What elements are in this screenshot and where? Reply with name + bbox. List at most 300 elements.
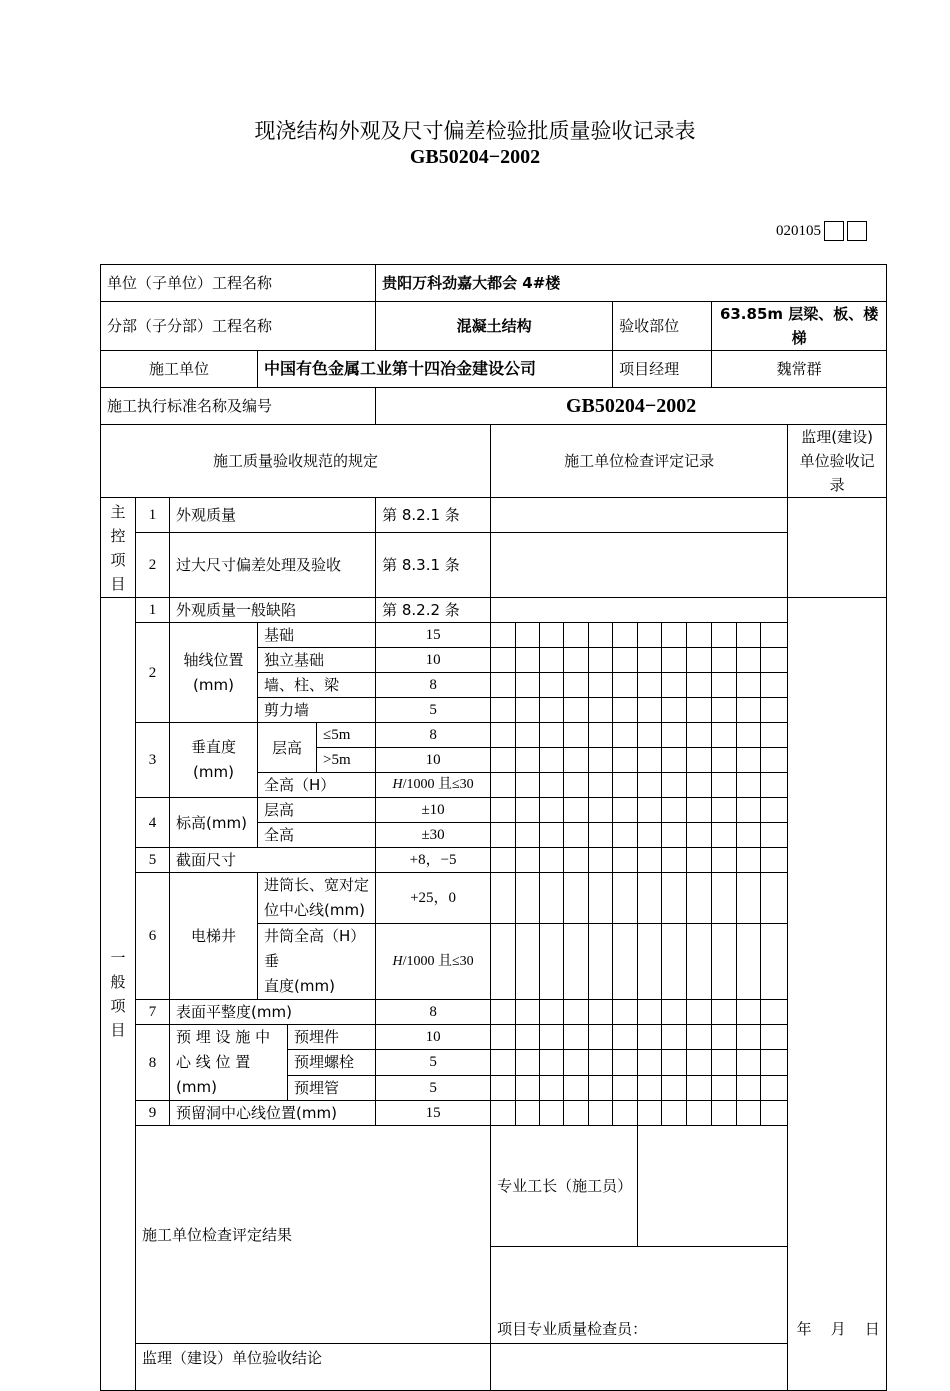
check-cell[interactable] [516, 848, 540, 873]
check-cell[interactable] [540, 723, 564, 748]
check-cell[interactable] [613, 773, 638, 798]
main-item-name: 外观质量 [170, 498, 376, 533]
embedded-name-line: 预 埋 设 施 中 [176, 1028, 271, 1046]
check-cell[interactable] [516, 723, 540, 748]
general-item-no: 2 [136, 623, 170, 723]
general-item-no: 7 [136, 1000, 170, 1025]
tolerance-value: 10 [376, 648, 491, 673]
main-item-check[interactable] [491, 498, 788, 533]
check-cell[interactable] [540, 1000, 564, 1025]
check-cell[interactable] [737, 798, 761, 823]
tolerance-value: 10 [376, 748, 491, 773]
check-cell[interactable] [613, 798, 638, 823]
check-cell[interactable] [540, 748, 564, 773]
check-cell[interactable] [687, 1101, 712, 1126]
tolerance-value: +25，0 [376, 873, 491, 924]
check-cell[interactable] [712, 823, 737, 848]
check-cell[interactable] [613, 1075, 638, 1100]
check-cell[interactable] [491, 673, 516, 698]
shaft-sub-line: 井筒全高（H）垂 [264, 927, 366, 970]
check-cell[interactable] [737, 848, 761, 873]
axis-name-line: 轴线位置 [183, 650, 244, 669]
check-cell[interactable] [687, 723, 712, 748]
check-cell[interactable] [564, 873, 589, 924]
check-cell[interactable] [662, 648, 687, 673]
standard-value: GB50204−2002 [376, 388, 887, 425]
sub-item-name: 层高 [258, 798, 376, 823]
tolerance-value: ±10 [376, 798, 491, 823]
check-cell[interactable] [712, 623, 737, 648]
check-cell[interactable] [540, 798, 564, 823]
check-cell[interactable] [491, 773, 516, 798]
sub-item-name: 基础 [258, 623, 376, 648]
date-label: 年 月 日 [796, 1320, 880, 1338]
check-cell[interactable] [761, 698, 788, 723]
verticality-name-unit: (mm) [193, 763, 234, 781]
check-cell[interactable] [589, 748, 613, 773]
main-label-char: 目 [110, 574, 126, 593]
check-cell[interactable] [638, 698, 662, 723]
general-label-char: 一 [110, 949, 126, 967]
general-item-no: 4 [136, 798, 170, 848]
main-items-label [101, 498, 136, 598]
builder-result-area[interactable] [491, 1247, 887, 1344]
check-cell[interactable] [662, 1050, 687, 1075]
check-cell[interactable] [540, 848, 564, 873]
check-cell[interactable] [687, 623, 712, 648]
shaft-sub-item [258, 924, 376, 1000]
check-cell[interactable] [564, 1025, 589, 1050]
check-cell[interactable] [737, 924, 761, 1000]
check-cell[interactable] [540, 873, 564, 924]
check-cell[interactable] [761, 1025, 788, 1050]
h-symbol: H [392, 953, 403, 969]
standard-code: GB50204−2002 [409, 146, 541, 168]
check-cell[interactable] [491, 1000, 516, 1025]
axis-name-unit: (mm) [193, 675, 234, 694]
main-item-ref: 第 8.2.1 条 [376, 498, 491, 533]
shaft-sub-line: 进筒长、宽对定 [264, 876, 370, 894]
check-cell[interactable] [589, 848, 613, 873]
check-cell[interactable] [491, 848, 516, 873]
check-cell[interactable] [638, 873, 662, 924]
sub-item-name: ≤5m [317, 723, 376, 748]
check-cell[interactable] [687, 823, 712, 848]
check-cell[interactable] [662, 748, 687, 773]
check-cell[interactable] [613, 748, 638, 773]
shaft-sub-item [258, 873, 376, 924]
check-cell[interactable] [613, 1101, 638, 1126]
supervise-column-header: 监理(建设)单位验收记录 [788, 425, 887, 498]
check-cell[interactable] [662, 623, 687, 648]
check-cell[interactable] [687, 1050, 712, 1075]
check-cell[interactable] [638, 798, 662, 823]
builder-label: 施工单位 [101, 351, 258, 388]
check-cell[interactable] [589, 1075, 613, 1100]
supervise-conclusion-area[interactable] [491, 1344, 887, 1391]
general-label-char: 般 [110, 973, 126, 991]
check-cell[interactable] [737, 723, 761, 748]
tolerance-value: 5 [376, 698, 491, 723]
check-cell[interactable] [564, 924, 589, 1000]
check-cell[interactable] [638, 1050, 662, 1075]
main-label-char: 主 [110, 502, 126, 521]
check-cell[interactable] [712, 1050, 737, 1075]
check-cell[interactable] [613, 673, 638, 698]
check-cell[interactable] [540, 823, 564, 848]
check-cell[interactable] [638, 1000, 662, 1025]
check-cell[interactable] [761, 623, 788, 648]
check-cell[interactable] [761, 648, 788, 673]
general-item-check[interactable] [491, 598, 788, 623]
check-cell[interactable] [737, 773, 761, 798]
check-cell[interactable] [662, 1000, 687, 1025]
elevator-shaft-name: 电梯井 [170, 873, 258, 1000]
check-cell[interactable] [737, 1000, 761, 1025]
check-cell[interactable] [540, 673, 564, 698]
check-cell[interactable] [737, 873, 761, 924]
check-cell[interactable] [491, 823, 516, 848]
check-cell[interactable] [516, 1075, 540, 1100]
check-cell[interactable] [737, 1075, 761, 1100]
form-number-box-1[interactable] [824, 221, 844, 241]
sub-item-name: 全高（H） [258, 773, 376, 798]
tolerance-formula: /1000 且≤30 [402, 953, 474, 969]
check-cell[interactable] [761, 748, 788, 773]
check-cell[interactable] [737, 673, 761, 698]
check-cell[interactable] [564, 773, 589, 798]
check-cell[interactable] [662, 1075, 687, 1100]
check-cell[interactable] [737, 623, 761, 648]
tolerance-value: 15 [376, 1101, 491, 1126]
check-cell[interactable] [712, 924, 737, 1000]
sub-item-name: 全高 [258, 823, 376, 848]
check-cell[interactable] [662, 698, 687, 723]
check-cell[interactable] [540, 1075, 564, 1100]
main-supervise-cell[interactable] [788, 498, 887, 598]
check-cell[interactable] [564, 1075, 589, 1100]
check-cell[interactable] [516, 648, 540, 673]
check-cell[interactable] [540, 648, 564, 673]
check-cell[interactable] [516, 1000, 540, 1025]
general-label-char: 项 [110, 997, 126, 1015]
check-cell[interactable] [540, 1050, 564, 1075]
check-cell[interactable] [761, 924, 788, 1000]
check-cell[interactable] [564, 698, 589, 723]
check-cell[interactable] [761, 823, 788, 848]
check-cell[interactable] [638, 648, 662, 673]
check-cell[interactable] [564, 1101, 589, 1126]
check-cell[interactable] [516, 1025, 540, 1050]
check-cell[interactable] [662, 823, 687, 848]
check-cell[interactable] [737, 1101, 761, 1126]
general-item-no: 6 [136, 873, 170, 1000]
check-cell[interactable] [516, 748, 540, 773]
tolerance-value: 8 [376, 1000, 491, 1025]
check-cell[interactable] [540, 698, 564, 723]
check-cell[interactable] [712, 1025, 737, 1050]
check-cell[interactable] [540, 623, 564, 648]
check-cell[interactable] [638, 924, 662, 1000]
foreman-value[interactable] [638, 1126, 788, 1247]
check-cell[interactable] [491, 648, 516, 673]
general-item-ref: 第 8.2.2 条 [376, 598, 491, 623]
check-cell[interactable] [737, 1025, 761, 1050]
check-cell[interactable] [638, 773, 662, 798]
subproject-value: 混凝土结构 [376, 302, 613, 351]
inspector-label: 项目专业质量检查员： [497, 1320, 648, 1338]
check-cell[interactable] [516, 673, 540, 698]
unit-name-label: 单位（子单位）工程名称 [101, 265, 376, 302]
form-number-text: 020105 [776, 222, 821, 239]
check-cell[interactable] [540, 773, 564, 798]
check-cell[interactable] [687, 873, 712, 924]
check-cell[interactable] [589, 698, 613, 723]
check-cell[interactable] [564, 1000, 589, 1025]
check-cell[interactable] [516, 773, 540, 798]
general-item-no: 8 [136, 1025, 170, 1101]
check-cell[interactable] [613, 698, 638, 723]
check-cell[interactable] [712, 798, 737, 823]
embedded-name-line: 心 线 位 置 [176, 1053, 251, 1071]
project-manager-label: 项目经理 [613, 351, 712, 388]
tolerance-value [376, 773, 491, 798]
subproject-label: 分部（子分部）工程名称 [101, 302, 376, 351]
check-cell[interactable] [662, 873, 687, 924]
check-cell[interactable] [564, 823, 589, 848]
check-cell[interactable] [589, 1000, 613, 1025]
check-cell[interactable] [589, 773, 613, 798]
check-cell[interactable] [712, 873, 737, 924]
check-cell[interactable] [516, 823, 540, 848]
check-cell[interactable] [687, 1000, 712, 1025]
check-cell[interactable] [687, 924, 712, 1000]
check-cell[interactable] [761, 798, 788, 823]
check-cell[interactable] [491, 1025, 516, 1050]
check-cell[interactable] [638, 723, 662, 748]
check-cell[interactable] [687, 748, 712, 773]
check-cell[interactable] [687, 798, 712, 823]
check-cell[interactable] [662, 723, 687, 748]
supervise-conclusion-label: 监理（建设）单位验收结论 [136, 1344, 491, 1391]
check-cell[interactable] [662, 798, 687, 823]
check-cell[interactable] [516, 924, 540, 1000]
general-item-name: 截面尺寸 [170, 848, 376, 873]
check-cell[interactable] [662, 1101, 687, 1126]
check-cell[interactable] [662, 773, 687, 798]
check-cell[interactable] [761, 773, 788, 798]
check-cell[interactable] [516, 623, 540, 648]
check-cell[interactable] [491, 1075, 516, 1100]
check-cell[interactable] [761, 848, 788, 873]
general-items-label [101, 598, 136, 1391]
check-cell[interactable] [491, 798, 516, 823]
tolerance-value: 5 [376, 1075, 491, 1100]
check-cell[interactable] [687, 1075, 712, 1100]
check-cell[interactable] [564, 748, 589, 773]
check-cell[interactable] [540, 1025, 564, 1050]
check-cell[interactable] [540, 924, 564, 1000]
check-cell[interactable] [491, 873, 516, 924]
check-cell[interactable] [761, 1050, 788, 1075]
check-cell[interactable] [638, 1075, 662, 1100]
check-cell[interactable] [638, 748, 662, 773]
document-title: 现浇结构外观及尺寸偏差检验批质量验收记录表 [254, 119, 696, 143]
check-cell[interactable] [491, 623, 516, 648]
check-cell[interactable] [613, 823, 638, 848]
check-cell[interactable] [613, 924, 638, 1000]
tolerance-value: 8 [376, 723, 491, 748]
check-cell[interactable] [712, 748, 737, 773]
tolerance-value: 10 [376, 1025, 491, 1050]
check-cell[interactable] [613, 723, 638, 748]
check-cell[interactable] [662, 848, 687, 873]
check-cell[interactable] [737, 823, 761, 848]
check-cell[interactable] [737, 648, 761, 673]
check-cell[interactable] [613, 1050, 638, 1075]
main-item-check[interactable] [491, 533, 788, 598]
check-cell[interactable] [564, 623, 589, 648]
check-cell[interactable] [516, 798, 540, 823]
check-cell[interactable] [516, 873, 540, 924]
check-cell[interactable] [589, 924, 613, 1000]
check-cell[interactable] [687, 1025, 712, 1050]
check-cell[interactable] [687, 698, 712, 723]
check-cell[interactable] [737, 748, 761, 773]
check-cell[interactable] [761, 1101, 788, 1126]
check-cell[interactable] [687, 773, 712, 798]
check-cell[interactable] [712, 848, 737, 873]
check-cell[interactable] [589, 673, 613, 698]
check-cell[interactable] [491, 924, 516, 1000]
check-cell[interactable] [761, 873, 788, 924]
check-cell[interactable] [564, 1050, 589, 1075]
check-cell[interactable] [589, 823, 613, 848]
check-cell[interactable] [638, 673, 662, 698]
check-cell[interactable] [712, 1101, 737, 1126]
tolerance-value: 8 [376, 673, 491, 698]
form-number-box-2[interactable] [847, 221, 867, 241]
general-item-name: 预留洞中心线位置(mm) [170, 1101, 376, 1126]
check-cell[interactable] [491, 723, 516, 748]
floor-height-label: 层高 [258, 723, 317, 773]
general-item-no: 5 [136, 848, 170, 873]
general-item-no: 3 [136, 723, 170, 798]
sub-item-name: >5m [317, 748, 376, 773]
check-cell[interactable] [564, 648, 589, 673]
check-cell[interactable] [613, 623, 638, 648]
verticality-name-line: 垂直度 [190, 738, 236, 756]
check-cell[interactable] [589, 723, 613, 748]
check-cell[interactable] [662, 924, 687, 1000]
check-cell[interactable] [761, 723, 788, 748]
check-cell[interactable] [638, 848, 662, 873]
check-cell[interactable] [589, 1025, 613, 1050]
elevation-name: 标高(mm) [170, 798, 258, 848]
project-manager-value: 魏常群 [712, 351, 887, 388]
check-cell[interactable] [687, 848, 712, 873]
check-cell[interactable] [712, 648, 737, 673]
check-cell[interactable] [712, 723, 737, 748]
check-cell[interactable] [564, 673, 589, 698]
check-cell[interactable] [712, 698, 737, 723]
check-cell[interactable] [638, 1025, 662, 1050]
check-cell[interactable] [662, 1025, 687, 1050]
check-cell[interactable] [589, 1050, 613, 1075]
check-column-header: 施工单位检查评定记录 [491, 425, 788, 498]
builder-value: 中国有色金属工业第十四冶金建设公司 [258, 351, 613, 388]
main-item-name: 过大尺寸偏差处理及验收 [170, 533, 376, 598]
main-label-char: 控 [110, 526, 126, 545]
sub-item-name: 剪力墙 [258, 698, 376, 723]
check-cell[interactable] [662, 673, 687, 698]
foreman-label: 专业工长（施工员） [491, 1126, 638, 1247]
shaft-sub-line: 位中心线(mm) [264, 901, 365, 919]
check-cell[interactable] [589, 648, 613, 673]
check-cell[interactable] [491, 1050, 516, 1075]
check-cell[interactable] [491, 698, 516, 723]
check-cell[interactable] [638, 823, 662, 848]
check-cell[interactable] [564, 848, 589, 873]
check-cell[interactable] [712, 673, 737, 698]
check-cell[interactable] [613, 648, 638, 673]
check-cell[interactable] [589, 623, 613, 648]
embedded-name [170, 1025, 288, 1101]
h-symbol: H [392, 777, 403, 792]
check-cell[interactable] [761, 1075, 788, 1100]
check-cell[interactable] [737, 1050, 761, 1075]
check-cell[interactable] [564, 723, 589, 748]
tolerance-value: +8，−5 [376, 848, 491, 873]
check-cell[interactable] [638, 623, 662, 648]
check-cell[interactable] [613, 1000, 638, 1025]
check-cell[interactable] [589, 798, 613, 823]
check-cell[interactable] [687, 673, 712, 698]
check-cell[interactable] [589, 1101, 613, 1126]
check-cell[interactable] [712, 1075, 737, 1100]
check-cell[interactable] [712, 773, 737, 798]
check-cell[interactable] [737, 698, 761, 723]
check-cell[interactable] [491, 1101, 516, 1126]
spec-column-header: 施工质量验收规范的规定 [101, 425, 491, 498]
tolerance-value: ±30 [376, 823, 491, 848]
general-label-char: 目 [110, 1021, 126, 1039]
general-item-no: 9 [136, 1101, 170, 1126]
standard-label: 施工执行标准名称及编号 [101, 388, 376, 425]
check-cell[interactable] [761, 1000, 788, 1025]
check-cell[interactable] [638, 1101, 662, 1126]
check-cell[interactable] [516, 1101, 540, 1126]
check-cell[interactable] [540, 1101, 564, 1126]
check-cell[interactable] [564, 798, 589, 823]
tolerance-formula: /1000 且≤30 [402, 777, 474, 792]
check-cell[interactable] [761, 673, 788, 698]
check-cell[interactable] [687, 648, 712, 673]
sub-item-name: 预埋管 [288, 1075, 376, 1100]
check-cell[interactable] [613, 1025, 638, 1050]
check-cell[interactable] [516, 1050, 540, 1075]
main-label-char: 项 [110, 550, 126, 569]
check-cell[interactable] [712, 1000, 737, 1025]
check-cell[interactable] [613, 848, 638, 873]
verticality-name [170, 723, 258, 798]
check-cell[interactable] [613, 873, 638, 924]
tolerance-value [376, 924, 491, 1000]
check-cell[interactable] [589, 873, 613, 924]
check-cell[interactable] [516, 698, 540, 723]
sub-item-name: 预埋螺栓 [288, 1050, 376, 1075]
check-cell[interactable] [491, 748, 516, 773]
